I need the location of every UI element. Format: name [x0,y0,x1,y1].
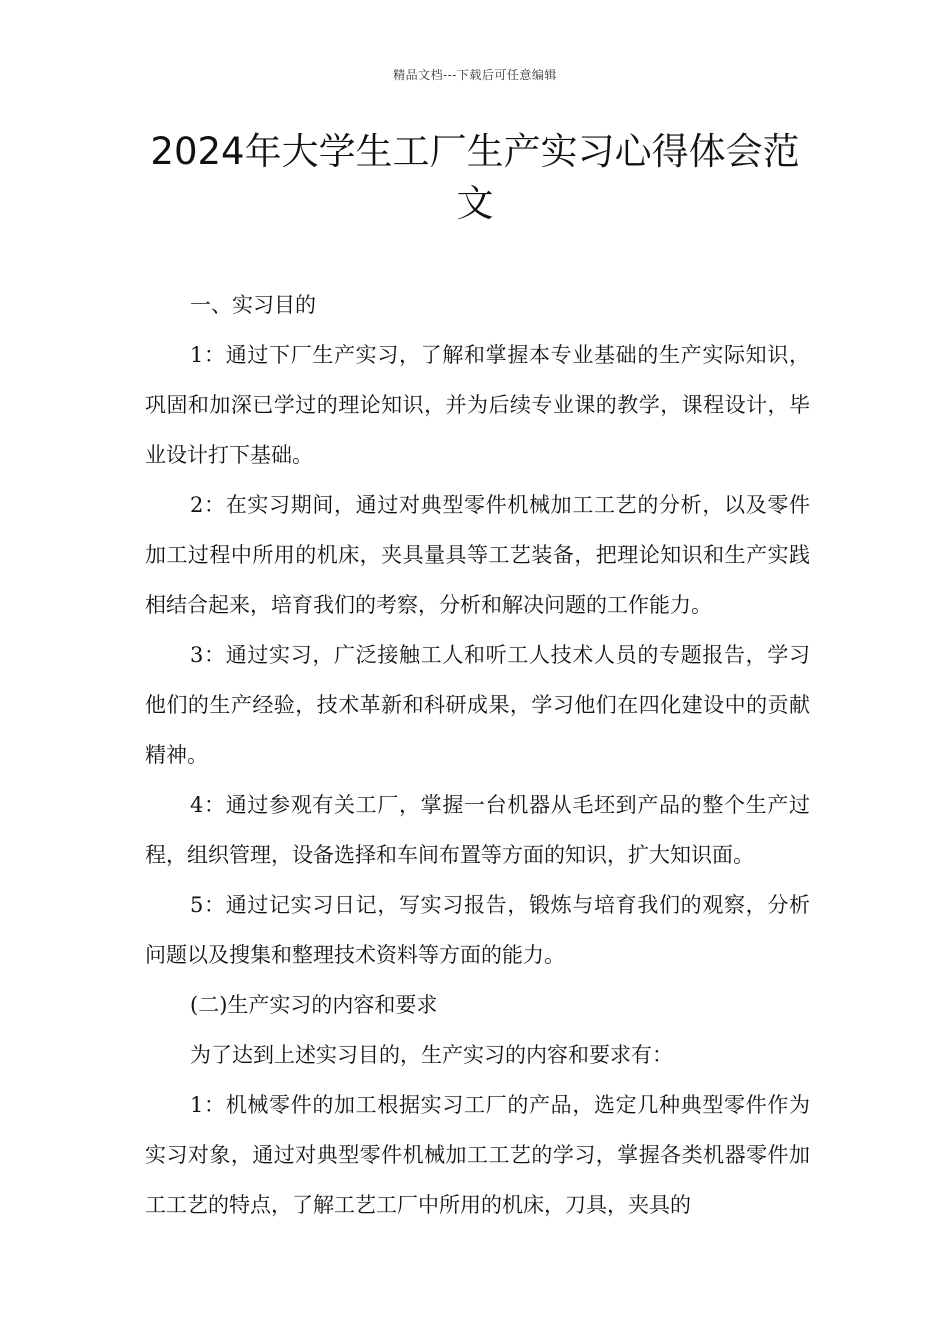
header-note: 精品文档---下载后可任意编辑 [393,68,557,82]
paragraph-goal-4: 4：通过参观有关工厂，掌握一台机器从毛坯到产品的整个生产过程，组织管理，设备选择和车间布置等方面的知识，扩大知识面。 [145,793,810,867]
paragraph-goal-2: 2：在实习期间，通过对典型零件机械加工工艺的分析，以及零件加工过程中所用的机床，夹具量具等工艺装备，把理论知识和生产实践相结合起来，培育我们的考察，分析和解决问题的工作能力。 [145,493,810,617]
paragraph-goal-3: 3：通过实习，广泛接触工人和听工人技术人员的专题报告，学习他们的生产经验，技术革新和科研成果，学习他们在四化建设中的贡献精神。 [145,643,810,767]
paragraph-section-heading-1: 一、实习目的 [190,293,316,317]
paragraph-section-heading-2: (二)生产实习的内容和要求 [190,993,438,1017]
document-body [145,280,810,1230]
paragraph-goal-1: 1：通过下厂生产实习，了解和掌握本专业基础的生产实际知识，巩固和加深已学过的理论知识，并为后续专业课的教学，课程设计，毕业设计打下基础。 [145,343,810,467]
paragraph-intro: 为了达到上述实习目的，生产实习的内容和要求有： [190,1043,673,1067]
document-title: 2024年大学生工厂生产实习心得体会范文 [150,130,800,225]
paragraph-requirement-1: 1：机械零件的加工根据实习工厂的产品，选定几种典型零件作为实习对象，通过对典型零件机械加工工艺的学习，掌握各类机器零件加工工艺的特点，了解工艺工厂中所用的机床，刀具，夹具的 [145,1093,810,1217]
paragraph-goal-5: 5：通过记实习日记，写实习报告，锻炼与培育我们的观察，分析问题以及搜集和整理技术资料等方面的能力。 [145,893,810,967]
